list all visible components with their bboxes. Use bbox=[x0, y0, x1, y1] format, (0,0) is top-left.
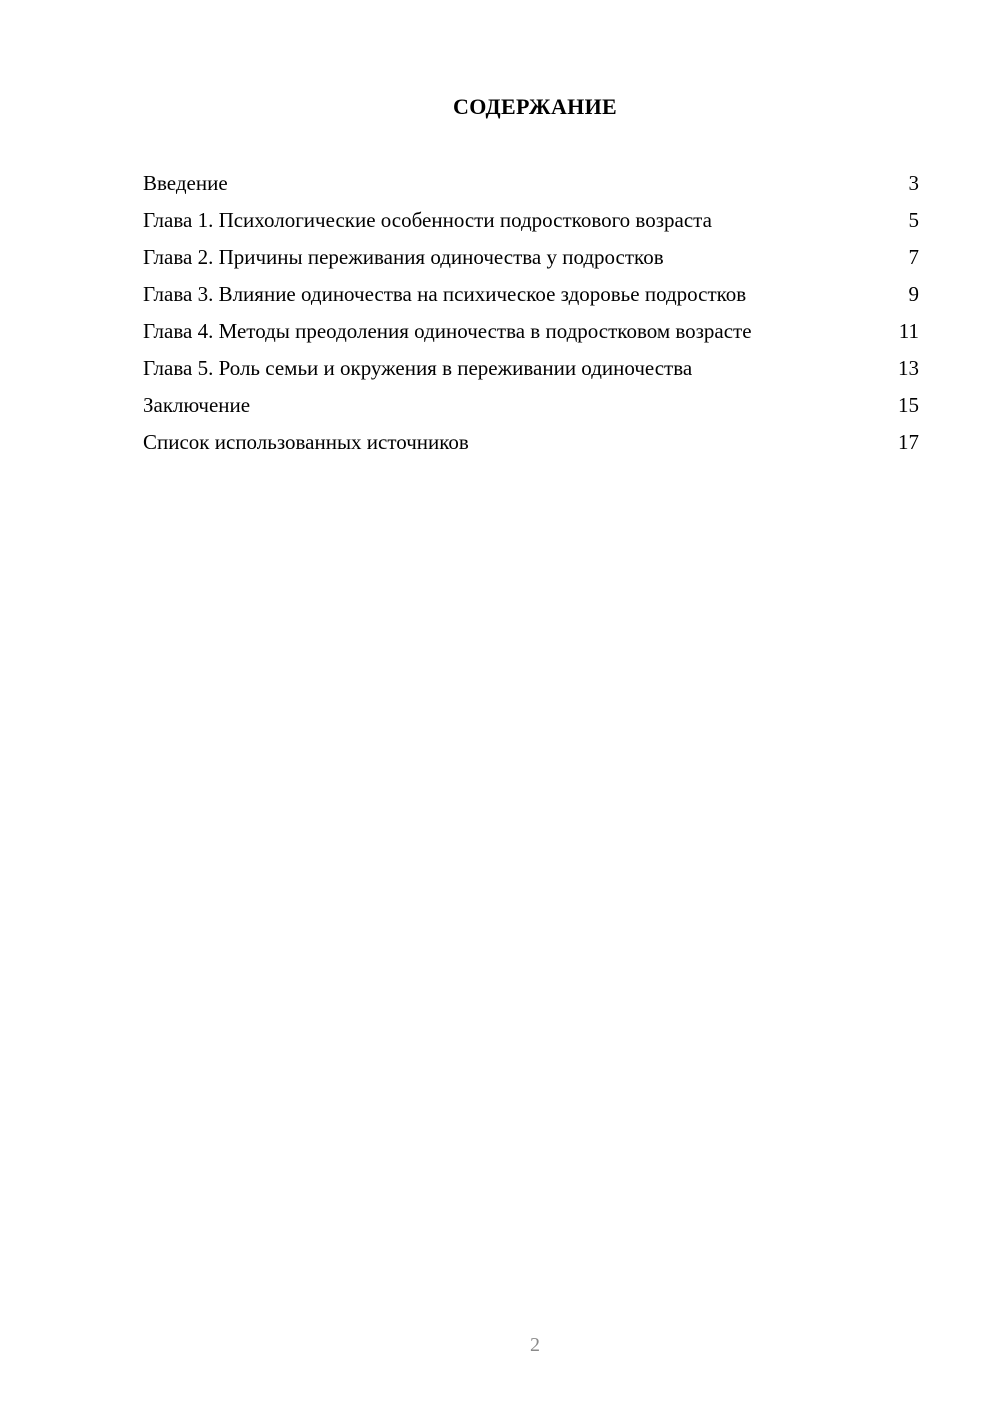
toc-entry-chapter-5 bbox=[143, 355, 919, 382]
toc-entry-page: 11 bbox=[898, 319, 919, 343]
toc-entry-page: 5 bbox=[908, 208, 919, 232]
toc-entry-title: Глава 4. Методы преодоления одиночества в подростковом возрасте bbox=[143, 319, 752, 343]
toc-entry-title: Глава 3. Влияние одиночества на психическое здоровье подростков bbox=[143, 282, 747, 306]
toc-entry-title: Введение bbox=[143, 171, 228, 195]
toc-entry-chapter-4 bbox=[143, 318, 919, 345]
toc-entry-title: Список использованных источников bbox=[143, 430, 469, 454]
toc-entry-title: Глава 2. Причины переживания одиночества у подростков bbox=[143, 245, 664, 269]
toc-entry-chapter-2 bbox=[143, 244, 919, 271]
toc-entry-introduction bbox=[143, 170, 919, 197]
page-number: 2 bbox=[530, 1334, 540, 1356]
table-of-contents bbox=[143, 170, 919, 466]
toc-entry-title: Заключение bbox=[143, 393, 251, 417]
toc-entry-page: 7 bbox=[908, 245, 919, 269]
toc-entry-page: 9 bbox=[908, 282, 919, 306]
toc-entry-page: 3 bbox=[908, 171, 919, 195]
toc-entry-references bbox=[143, 429, 919, 456]
toc-entry-page: 15 bbox=[898, 393, 919, 417]
toc-entry-page: 17 bbox=[898, 430, 919, 454]
toc-entry-conclusion bbox=[143, 392, 919, 419]
toc-entry-chapter-3 bbox=[143, 281, 919, 308]
toc-entry-chapter-1 bbox=[143, 207, 919, 234]
page-title: СОДЕРЖАНИЕ bbox=[453, 94, 617, 119]
toc-entry-title: Глава 1. Психологические особенности подросткового возраста bbox=[143, 208, 712, 232]
toc-entry-title: Глава 5. Роль семьи и окружения в переживании одиночества bbox=[143, 356, 693, 380]
toc-entry-page: 13 bbox=[898, 356, 919, 380]
